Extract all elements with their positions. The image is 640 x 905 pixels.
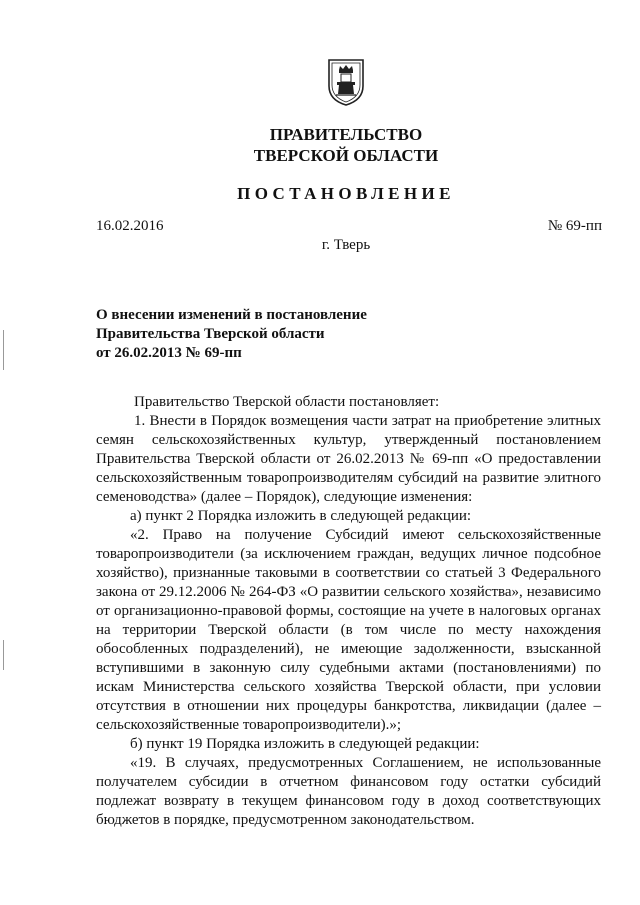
tver-coat-of-arms-icon — [326, 58, 366, 106]
government-name-line2: ТВЕРСКОЙ ОБЛАСТИ — [253, 146, 439, 165]
body-paragraph: «19. В случаях, предусмотренных Соглашением, не использованные получателем субсидии в отчетном финансовом году остатки субсидий подлежат возврату в текущем финансовом году в доход соответствующих бюджетов в порядке, предусмотренном законодательством. — [96, 755, 601, 828]
scan-margin-mark — [3, 640, 4, 670]
document-subject — [96, 306, 367, 363]
body-paragraph: 1. Внести в Порядок возмещения части затрат на приобретение элитных семян сельскохозяйственных культур, утвержденный постановлением Правительства Тверской области от 26.02.2013 № 69-пп «О предоставлении сельскохозяйственным товаропроизводителям субсидий на развитие элитного семеноводства» (далее – Порядок), следующие изменения: — [96, 413, 601, 505]
subject-line: О внесении изменений в постановление — [96, 307, 367, 323]
document-city: г. Тверь — [321, 237, 371, 253]
subject-line: от 26.02.2013 № 69-пп — [96, 345, 242, 361]
subject-line: Правительства Тверской области — [96, 326, 325, 342]
body-paragraph: «2. Право на получение Субсидий имеют сельскохозяйственные товаропроизводители (за исключением граждан, ведущих личное подсобное хозяйство), признанные таковыми в соответствии со статьей 3 Федерального закона от 29.12.2006 № 264-ФЗ «О развитии сельского хозяйства», независимо от организационно-правовой формы, состоящие на учете в налоговых органах на территории Тверской области (в том числе по месту нахождения обособленных подразделений), не имеющие задолженности, взысканной вступившими в законную силу судебными актами (постановлениями) по искам Министерства сельского хозяйства Тверской области, при условии отсутствия в отношении них процедуры банкротства, ликвидации (далее – сельскохозяйственные товаропроизводители).»; — [96, 527, 601, 733]
document-body — [96, 393, 601, 830]
document-number: № 69-пп — [547, 218, 602, 234]
body-paragraph: Правительство Тверской области постановляет: — [134, 394, 440, 410]
document-date: 16.02.2016 — [96, 218, 164, 234]
scan-margin-mark — [3, 330, 4, 370]
government-name-line1: ПРАВИТЕЛЬСТВО — [269, 125, 423, 144]
body-paragraph: б) пункт 19 Порядка изложить в следующей редакции: — [130, 736, 480, 752]
document-type-title: ПОСТАНОВЛЕНИЕ — [237, 184, 455, 203]
body-paragraph: а) пункт 2 Порядка изложить в следующей редакции: — [130, 508, 472, 524]
